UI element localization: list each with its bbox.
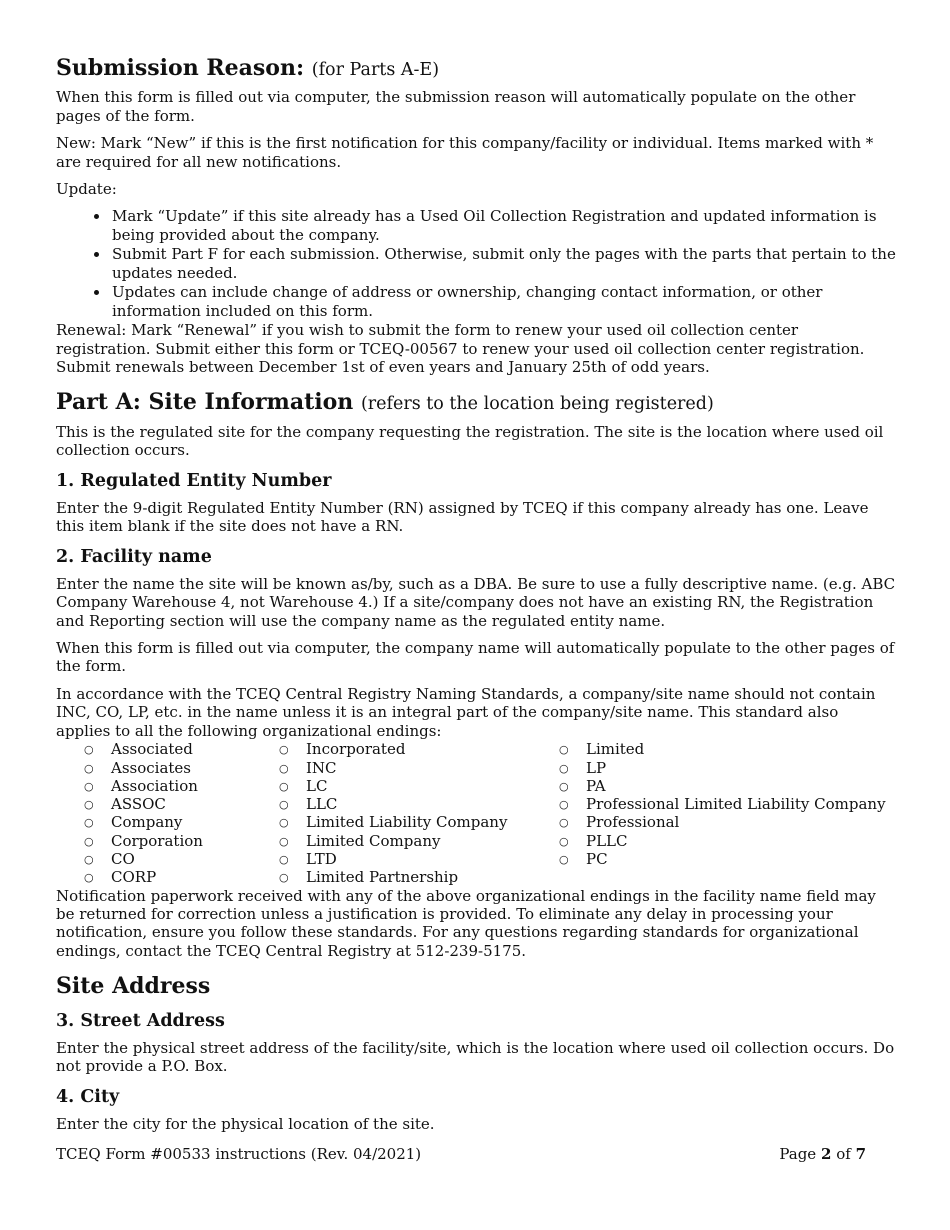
item-3-heading: 3. Street Address: [56, 1010, 225, 1031]
update-bullet: • Mark “Update” if this site already has a Used Oil Collection Registration and updated information is being provided about the company.: [110, 207, 896, 244]
ending-item: ○ Company: [56, 813, 251, 831]
ending-item: ○ Professional Limited Liability Company: [531, 795, 896, 813]
ending-item: ○ CORP: [56, 868, 251, 886]
ending-item: ○ CO: [56, 850, 251, 868]
ending-item: ○ PA: [531, 777, 896, 795]
item-2-paragraph-1: Enter the name the site will be known as/by, such as a DBA. Be sure to use a fully descriptive name. (e.g. ABC Company Warehouse 4, not Warehouse 4.) If a site/company does not have an existing RN, the Registration and Reporting section will use the company name as the regulated entity name.: [56, 574, 896, 630]
endings-column-3: [531, 740, 896, 886]
page-footer: [56, 1145, 866, 1163]
submission-paragraph-1: When this form is filled out via computer, the submission reason will automatically populate on the other pages of the form.: [56, 88, 856, 125]
submission-paragraph-new: New: Mark “New” if this is the first notification for this company/facility or individual. Items marked with * are required for all new notifications.: [56, 134, 874, 171]
item-1-heading: 1. Regulated Entity Number: [56, 470, 332, 491]
ending-item: ○ LC: [251, 777, 531, 795]
ending-item: ○ Limited: [531, 740, 896, 758]
footer-form-id: TCEQ Form #00533 instructions (Rev. 04/2021): [56, 1145, 422, 1163]
item-2-paragraph-3: In accordance with the TCEQ Central Registry Naming Standards, a company/site name should not contain INC, CO, LP, etc. in the name unless it is an integral part of the company/site name. This standard also applies to all the following organizational endings:: [56, 684, 876, 740]
ending-item: ○ LP: [531, 759, 896, 777]
item-2-heading: 2. Facility name: [56, 546, 212, 567]
notification-paragraph: Notification paperwork received with any of the above organizational endings in the facility name field may be returned for correction unless a justification is provided. To eliminate any delay in processing your notification, ensure you follow these standards. For any questions regarding standards for organizational endings, contact the TCEQ Central Registry at 512-239-5175.: [56, 886, 876, 960]
ending-item: ○ Limited Partnership: [251, 868, 531, 886]
endings-column-1: [56, 740, 251, 886]
update-label: Update:: [56, 180, 117, 199]
renewal-paragraph: Renewal: Mark “Renewal” if you wish to submit the form to renew your used oil collection center registration. Submit either this form or TCEQ-00567 to renew your used oil collection center registration. Submit renewals between December 1st of even years and January 25th of odd years.: [56, 321, 865, 376]
item-1-text: Enter the 9-digit Regulated Entity Number (RN) assigned by TCEQ if this company already has one. Leave this item blank if the site does not have a RN.: [56, 498, 869, 536]
update-bullet: • Updates can include change of address or ownership, changing contact information, or other information included on this form.: [110, 283, 896, 320]
ending-item: ○ Corporation: [56, 832, 251, 850]
ending-item: ○ PC: [531, 850, 896, 868]
ending-item: ○ Limited Company: [251, 832, 531, 850]
ending-item: ○ Limited Liability Company: [251, 813, 531, 831]
item-4-text: Enter the city for the physical location of the site.: [56, 1114, 435, 1133]
part-a-intro: This is the regulated site for the company requesting the registration. The site is the location where used oil collection occurs.: [56, 422, 884, 460]
ending-item: ○ LLC: [251, 795, 531, 813]
document-page: [56, 56, 896, 1142]
ending-item: ○ PLLC: [531, 832, 896, 850]
item-2-paragraph-2: When this form is filled out via computer, the company name will automatically populate to the other pages of the form.: [56, 639, 895, 676]
item-4-heading: 4. City: [56, 1086, 120, 1107]
update-bullet-list: [56, 207, 896, 320]
ending-item: ○ Association: [56, 777, 251, 795]
update-bullet: • Submit Part F for each submission. Otherwise, submit only the pages with the parts that pertain to the updates needed.: [110, 245, 896, 282]
ending-item: ○ Incorporated: [251, 740, 531, 758]
ending-item: ○ ASSOC: [56, 795, 251, 813]
ending-item: ○ INC: [251, 759, 531, 777]
submission-reason-heading: Submission Reason: (for Parts A-E): [56, 55, 440, 81]
footer-page-number: Page 2 of 7: [779, 1145, 866, 1163]
ending-item: ○ Professional: [531, 813, 896, 831]
ending-item: ○ LTD: [251, 850, 531, 868]
endings-column-2: [251, 740, 531, 886]
ending-item: ○ Associated: [56, 740, 251, 758]
ending-item: ○ Associates: [56, 759, 251, 777]
item-3-text: Enter the physical street address of the facility/site, which is the location where used oil collection occurs. Do not provide a P.O. Box.: [56, 1038, 895, 1076]
part-a-heading: Part A: Site Information (refers to the location being registered): [56, 389, 714, 416]
site-address-heading: Site Address: [56, 973, 211, 1000]
organizational-endings-list: [56, 740, 896, 886]
